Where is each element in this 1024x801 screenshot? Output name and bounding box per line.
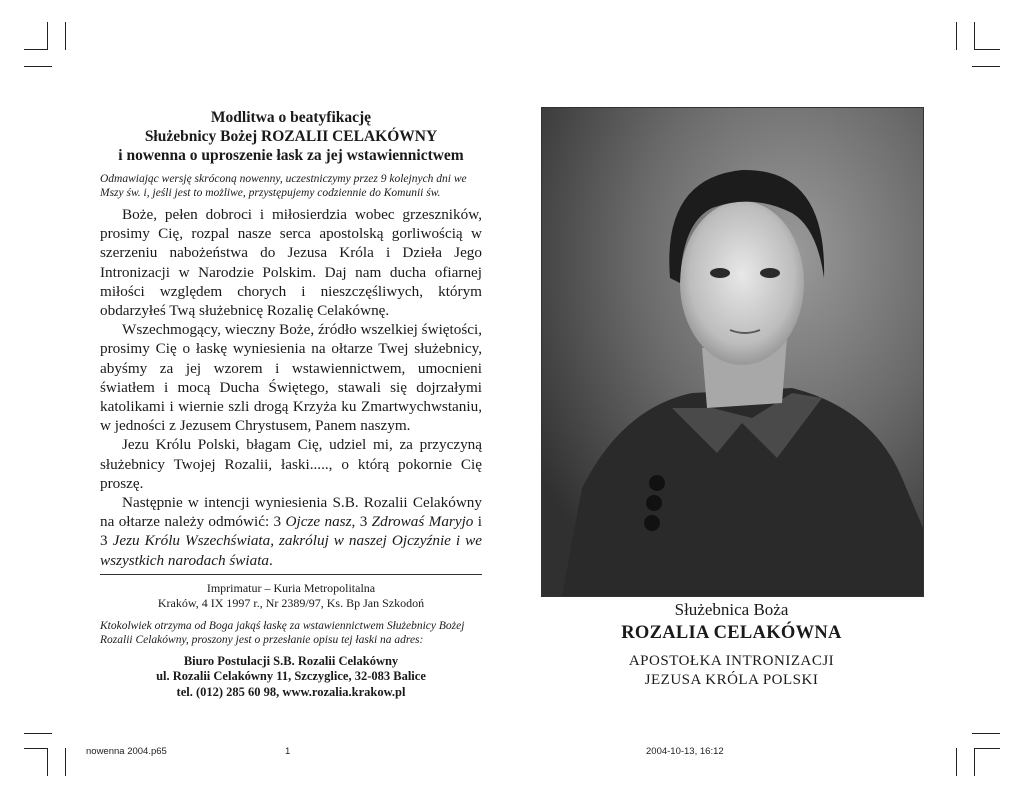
title-line: Modlitwa o beatyfikację bbox=[210, 109, 372, 126]
address-line: tel. (012) 285 60 98, www.rozalia.krakow.pl bbox=[176, 684, 406, 699]
crop-mark bbox=[974, 748, 975, 776]
caption-title: Służebnica Boża bbox=[674, 600, 789, 619]
report-note: Ktokolwiek otrzyma od Boga jakąś łaskę za wstawiennictwem Służebnicy Bożej Rozalii Celakówny, proszony jest o przesłanie opisu tej łaski na adres: bbox=[100, 619, 465, 646]
prayer-name: Jezu Królu Wszechświata, zakróluj w naszej Ojczyźnie i we wszystkich narodach świata bbox=[100, 532, 482, 569]
footer-filename: nowenna 2004.p65 bbox=[86, 746, 167, 757]
prayer-name: Zdrowaś Maryjo bbox=[371, 513, 474, 531]
button bbox=[646, 495, 662, 511]
instruction-text: Następnie w intencji wyniesienia S.B. Rozalii Celakówny na ołtarze należy odmówić: 3 bbox=[100, 494, 482, 531]
crop-mark bbox=[65, 748, 66, 776]
crop-mark bbox=[972, 66, 1000, 67]
crop-mark bbox=[974, 22, 975, 50]
address-line: Biuro Postulacji S.B. Rozalii Celakówny bbox=[183, 653, 399, 668]
eye-right bbox=[760, 268, 780, 278]
button bbox=[649, 475, 665, 491]
button bbox=[644, 515, 660, 531]
postulation-address bbox=[100, 654, 482, 701]
instruction-text: 3 bbox=[355, 513, 372, 531]
caption-subtitle-line: JEZUSA KRÓLA POLSKI bbox=[644, 672, 819, 688]
prayer-name: Ojcze nasz, bbox=[285, 513, 356, 531]
portrait-illustration bbox=[542, 108, 923, 596]
caption-subtitle bbox=[541, 652, 922, 690]
crop-mark bbox=[47, 748, 48, 776]
address-line: ul. Rozalii Celakówny 11, Szczyglice, 32-083 Balice bbox=[156, 669, 426, 684]
crop-mark bbox=[24, 748, 48, 749]
prayer-paragraph: Wszechmogący, wieczny Boże, źródło wszelkiej świętości, prosimy Cię o łaskę wyniesienia na ołtarze Twej służebnicy, abyśmy za jej wzorem i wstawiennictwem, umocnieni światłem i mocą Ducha Świętego, stawali się dojrzałymi katolikami i wiernie szli drogą Krzyża ku Zmartwychwstaniu, w jedności z Jezusem Chrystusem, Panem naszym. bbox=[100, 321, 483, 435]
caption-subtitle-line: APOSTOŁKA INTRONIZACJI bbox=[628, 653, 835, 669]
instruction-paragraph bbox=[100, 493, 482, 570]
crop-mark bbox=[24, 733, 52, 734]
portrait-photo bbox=[541, 107, 924, 597]
crop-mark bbox=[974, 49, 1000, 50]
crop-mark bbox=[24, 49, 48, 50]
prayer-paragraph: Boże, pełen dobroci i miłosierdzia wobec grzeszników, prosimy Cię, rozpal nasze serca apostolską gorliwością w szerzeniu nabożeństwa do Jezusa Króla i Dzieła Jego Intronizacji w Narodzie Polskim. Daj nam ducha ofiarnej miłości względem chorych i nieszczęśliwych, którym obdarzyłeś Twą służebnicę Rozalię Celakównę. bbox=[100, 206, 482, 320]
imprimatur bbox=[100, 581, 482, 611]
footer-page-number: 1 bbox=[285, 746, 291, 757]
crop-mark bbox=[974, 748, 1000, 749]
divider bbox=[100, 574, 482, 575]
imprimatur-line: Kraków, 4 IX 1997 r., Nr 2389/97, Ks. Bp Jan Szkodoń bbox=[157, 595, 425, 610]
title-line: i nowenna o uproszenie łask za jej wstawiennictwem bbox=[118, 147, 464, 164]
footer-datetime: 2004-10-13, 16:12 bbox=[646, 746, 724, 757]
caption-name: ROZALIA CELAKÓWNA bbox=[621, 623, 842, 643]
crop-mark bbox=[956, 748, 957, 776]
instruction-text: . bbox=[269, 551, 273, 569]
crop-mark bbox=[956, 22, 957, 50]
crop-mark bbox=[47, 22, 48, 50]
crop-mark bbox=[972, 733, 1000, 734]
eye-left bbox=[710, 268, 730, 278]
intro-note: Odmawiając wersję skróconą nowenny, uczestniczymy przez 9 kolejnych dni we Mszy św. i, jeśli jest to możliwe, przystępujemy codziennie do Komunii św. bbox=[100, 173, 467, 199]
prayer-paragraph: Jezu Królu Polski, błagam Cię, udziel mi, za przyczyną służebnicy Twojej Rozalii, łaski....., o którą pokornie Cię proszę. bbox=[100, 436, 482, 492]
prayer-body bbox=[100, 205, 482, 570]
crop-mark bbox=[24, 66, 52, 67]
prayer-column bbox=[100, 108, 482, 700]
imprimatur-line: Imprimatur – Kuria Metropolitalna bbox=[206, 580, 376, 595]
instruction-text: i 3 bbox=[100, 513, 482, 550]
crop-mark bbox=[65, 22, 66, 50]
prayer-title bbox=[100, 108, 482, 165]
face bbox=[680, 201, 804, 365]
title-line: Służebnicy Bożej ROZALII CELAKÓWNY bbox=[144, 128, 438, 145]
